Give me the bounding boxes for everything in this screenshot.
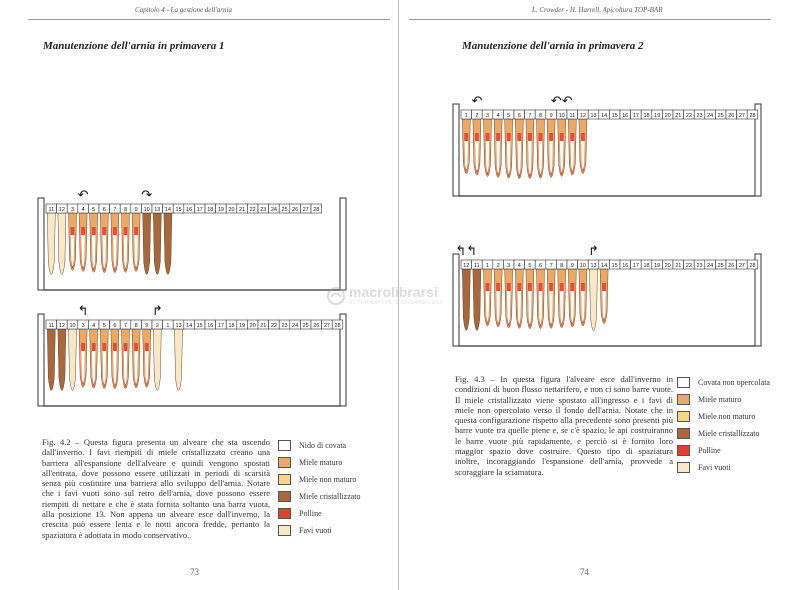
page-title: Manutenzione dell'arnia in primavera 1	[43, 40, 225, 52]
comb-empty	[590, 269, 598, 331]
bar-number: 19	[217, 207, 224, 213]
bar-number: 7	[528, 113, 532, 119]
bar-number: 21	[675, 263, 682, 269]
bar-number: 9	[570, 263, 574, 269]
bar-number: 26	[728, 263, 735, 269]
comb-empty	[69, 329, 77, 391]
legend	[677, 377, 792, 477]
bar-number: 13	[590, 263, 597, 269]
bar-number: 19	[654, 263, 661, 269]
comb-empty	[153, 329, 161, 391]
bar-number: 4	[81, 207, 85, 213]
comb-brood	[526, 119, 534, 179]
bar-number: 13	[590, 113, 597, 119]
bar-number: 18	[643, 263, 650, 269]
bar-number: 22	[249, 207, 256, 213]
comb-cryst	[47, 329, 55, 391]
bar-number: 3	[81, 323, 85, 329]
bar-number: 8	[560, 263, 564, 269]
bar-number: 26	[313, 323, 320, 329]
move-arrow-icon: ↷	[141, 188, 153, 203]
comb-brood	[515, 119, 523, 179]
bar-number: 28	[749, 113, 756, 119]
bar-number: 20	[249, 323, 256, 329]
bar-number: 6	[517, 113, 521, 119]
figure-caption: Fig. 4.2 – Questa figura presenta un alveare che sta uscendo dall'inverno. I favi riempiti di miele cristallizzato creano una barriera all'espansione dell'alveare e quindi vengono spostati all'entrata, dove possono essere utilizzati in periodi di scarsità senza più costituire una barriera allo sviluppo dell'arnia. Notare che i favi vuoti sono sul retro dell'arnia, dove possono essere riempiti di nettare e che è stata fornita soltanto una barra vuota, alla posizione 13. Non appena un alveare esce dall'inverno, la crescita può essere lenta e le notti ancora fredde, pertanto la spaziatura è adottata in modo conservativo.	[42, 437, 270, 540]
bar-number: 14	[601, 263, 608, 269]
legend-swatch	[677, 394, 690, 405]
comb-empty	[58, 213, 66, 275]
comb-brood	[79, 213, 87, 272]
bar-number: 3	[507, 263, 511, 269]
bar-number: 25	[717, 113, 724, 119]
comb-brood	[79, 329, 87, 387]
bar-number: 2	[475, 113, 479, 119]
bar-number: 20	[228, 207, 235, 213]
comb-cryst	[153, 213, 161, 275]
bar-number: 8	[134, 323, 138, 329]
legend-label: Nido di covata	[299, 441, 347, 450]
bar-number: 27	[302, 207, 309, 213]
bar-number: 24	[292, 323, 299, 329]
bar-number: 24	[707, 263, 714, 269]
legend-label: Miele non maturo	[299, 475, 357, 484]
legend-swatch	[677, 445, 690, 456]
bar-number: 16	[622, 113, 629, 119]
legend-swatch	[278, 474, 291, 485]
comb-brood	[111, 213, 119, 273]
comb-brood	[111, 329, 119, 389]
watermark-text: macrolibrarsi	[349, 284, 438, 300]
bar-number: 23	[281, 323, 288, 329]
comb-brood	[69, 213, 77, 270]
bar-number: 28	[334, 323, 341, 329]
bar-number: 4	[517, 263, 521, 269]
bar-number: 20	[664, 263, 671, 269]
hive-wall-right	[340, 198, 346, 290]
bar-number: 18	[207, 207, 214, 213]
move-arrow-icon: ↶	[471, 94, 483, 109]
bar-number: 7	[549, 263, 553, 269]
figure-caption: Fig. 4.3 – In questa figura l'alveare esce dall'inverno in condizioni di buon flusso nettarifero, e non ci sono barre vuote. Il miele cristallizzato viene spostato all'ingresso e i favi di miele non opercolato verso il fondo dell'arnia. Notate che in questa configurazione rispetto alla precedente sono presenti più barre vuote tra quelle piene e, se c'è spazio, le api costruiranno le barre vuote più rapidamente, e perciò si è fornito loro maggior spazio dove costruire. Questo tipo di spaziatura inoltre, incoraggiando l'espansione dell'arnia, provvede a scoraggiare la sciamatura.	[455, 374, 673, 477]
legend-swatch	[278, 457, 291, 468]
comb-brood	[484, 119, 492, 176]
comb-brood	[515, 269, 523, 328]
move-arrow-icon: ↰	[77, 304, 89, 319]
bar-number: 11	[48, 323, 55, 329]
bar-number: 5	[528, 263, 532, 269]
bar-number: 27	[738, 263, 745, 269]
comb-brood	[90, 213, 98, 272]
comb-cryst	[143, 213, 151, 275]
bar-number: 17	[632, 263, 639, 269]
comb-brood	[100, 213, 108, 273]
bar-number: 6	[538, 263, 543, 269]
comb-brood	[547, 269, 555, 328]
hive-diagram-bottom	[36, 298, 348, 410]
comb-brood	[122, 213, 130, 272]
bar-number: 18	[643, 113, 650, 119]
comb-brood	[90, 329, 98, 388]
bar-number: 8	[123, 207, 128, 213]
bar-number: 8	[538, 113, 543, 119]
bar-number: 11	[474, 263, 480, 269]
bar-number: 3	[485, 113, 490, 119]
page-title: Manutenzione dell'arnia in primavera 2	[462, 40, 644, 52]
bar-number: 16	[207, 323, 214, 329]
legend-swatch	[278, 508, 291, 519]
comb-brood	[558, 119, 566, 176]
comb-brood	[473, 119, 481, 175]
bar-number: 1	[166, 323, 170, 329]
legend-swatch	[677, 411, 690, 422]
bar-number: 1	[464, 113, 468, 119]
running-head: Capitolo 4 - La gestione dell'arnia	[135, 6, 232, 14]
comb-empty	[47, 213, 55, 275]
move-arrow-icon: ↱	[151, 304, 163, 319]
move-arrow-icon: ↱	[588, 244, 599, 259]
bar-number: 9	[134, 207, 138, 213]
bar-number: 22	[270, 323, 277, 329]
comb-cryst	[58, 329, 66, 391]
comb-brood	[579, 119, 587, 174]
bar-number: 9	[145, 323, 149, 329]
comb-brood	[494, 119, 502, 178]
bar-number: 5	[507, 113, 511, 119]
comb-brood	[526, 269, 534, 329]
bar-number: 28	[749, 263, 756, 269]
hive-diagram-bottom	[451, 238, 763, 350]
bar-number: 11	[569, 113, 576, 119]
comb-brood	[505, 269, 513, 328]
bar-number: 10	[143, 207, 150, 213]
comb-brood	[537, 119, 545, 178]
legend-label: Miele maturo	[299, 458, 343, 467]
legend-label: Favi vuoti	[698, 463, 731, 472]
legend-label: Covata non opercolata	[698, 378, 770, 387]
bar-number: 13	[175, 323, 182, 329]
bar-number: 24	[270, 207, 277, 213]
bar-number: 11	[48, 207, 55, 213]
bar-number: 5	[102, 323, 106, 329]
comb-brood	[462, 119, 470, 174]
bar-number: 13	[154, 207, 161, 213]
legend-label: Polline	[698, 446, 721, 455]
bar-number: 27	[323, 323, 330, 329]
bar-number: 9	[549, 113, 553, 119]
bar-number: 21	[239, 207, 246, 213]
comb-brood	[568, 269, 576, 327]
comb-brood	[579, 269, 587, 326]
bar-number: 14	[186, 323, 193, 329]
bar-number: 21	[675, 113, 682, 119]
bar-number: 14	[164, 207, 171, 213]
legend-swatch	[677, 428, 690, 439]
hive-diagram-top	[451, 88, 763, 200]
bar-number: 25	[281, 207, 288, 213]
bar-number: 20	[664, 113, 671, 119]
hive-wall-left	[38, 198, 44, 290]
comb-brood	[558, 269, 566, 328]
comb-empty	[175, 329, 183, 391]
bar-number: 28	[313, 207, 320, 213]
watermark-logo-icon	[326, 286, 346, 306]
move-arrow-icon: ↶↶	[550, 94, 573, 109]
bar-number: 15	[175, 207, 182, 213]
comb-brood	[132, 213, 140, 272]
bar-number: 4	[496, 113, 500, 119]
comb-brood	[484, 269, 492, 326]
bar-number: 16	[622, 263, 629, 269]
legend-swatch	[278, 525, 291, 536]
legend-label: Miele non maturo	[698, 412, 756, 421]
bar-number: 18	[228, 323, 235, 329]
header-rule	[409, 19, 771, 20]
page-number: 73	[190, 567, 199, 577]
bar-number: 22	[685, 263, 692, 269]
hive-wall-left	[38, 314, 44, 406]
bar-number: 26	[292, 207, 299, 213]
bar-number: 24	[707, 113, 714, 119]
legend-swatch	[278, 491, 291, 502]
comb-brood	[568, 119, 576, 175]
legend-label: Miele maturo	[698, 395, 742, 404]
comb-brood	[132, 329, 140, 388]
bar-number: 10	[69, 323, 76, 329]
bar-number: 14	[601, 113, 608, 119]
move-arrow-icon: ↰↰	[455, 244, 478, 259]
legend-label: Polline	[299, 509, 322, 518]
bar-number: 16	[186, 207, 193, 213]
bar-number: 2	[155, 323, 159, 329]
bar-number: 15	[196, 323, 203, 329]
bar-number: 1	[485, 263, 490, 269]
bar-number: 27	[738, 113, 745, 119]
legend-swatch	[677, 377, 690, 388]
bar-number: 23	[260, 207, 267, 213]
bar-number: 23	[696, 113, 703, 119]
comb-brood	[537, 269, 545, 329]
legend-label: Miele cristallizzato	[299, 492, 361, 501]
running-head: L. Crowder - H. Harrell, Apicoltura TOP-BAR	[532, 6, 663, 14]
bar-number: 19	[239, 323, 246, 329]
bar-number: 23	[696, 263, 703, 269]
comb-brood	[505, 119, 513, 178]
bar-number: 15	[611, 113, 618, 119]
bar-number: 12	[463, 263, 470, 269]
bar-number: 22	[685, 113, 692, 119]
header-rule	[28, 19, 390, 20]
comb-brood	[100, 329, 108, 389]
bar-number: 7	[123, 323, 128, 329]
hive-wall-left	[453, 104, 459, 196]
legend-swatch	[278, 440, 291, 451]
watermark-subtitle: ALTERNATIVE CONSAPEVOLI	[349, 300, 443, 306]
bar-number: 19	[654, 113, 661, 119]
bar-number: 10	[558, 113, 565, 119]
watermark	[326, 284, 476, 308]
comb-brood	[494, 269, 502, 327]
bar-number: 10	[579, 263, 586, 269]
bar-number: 7	[113, 207, 117, 213]
bar-number: 3	[70, 207, 75, 213]
bar-number: 12	[58, 323, 65, 329]
bar-number: 21	[260, 323, 267, 329]
bar-number: 17	[632, 113, 639, 119]
bar-number: 26	[728, 113, 735, 119]
comb-cryst	[164, 213, 172, 275]
move-arrow-icon: ↶	[77, 188, 89, 203]
comb-brood	[143, 329, 151, 387]
legend-label: Favi vuoti	[299, 526, 332, 535]
bar-number: 17	[217, 323, 224, 329]
comb-brood	[600, 269, 608, 324]
bar-number: 25	[717, 263, 724, 269]
bar-number: 17	[196, 207, 203, 213]
bar-number: 12	[58, 207, 65, 213]
bar-number: 25	[302, 323, 309, 329]
bar-number: 12	[579, 113, 586, 119]
legend-swatch	[677, 462, 690, 473]
bar-number: 4	[92, 323, 96, 329]
comb-brood	[547, 119, 555, 178]
bar-number: 15	[611, 263, 618, 269]
bar-number: 6	[113, 323, 117, 329]
bar-number: 5	[92, 207, 96, 213]
bar-number: 2	[496, 263, 500, 269]
page-number: 74	[580, 567, 589, 577]
hive-diagram-top	[36, 182, 348, 294]
bar-number: 6	[102, 207, 106, 213]
legend	[278, 440, 388, 540]
comb-brood	[122, 329, 130, 389]
legend-label: Miele cristallizzato	[698, 429, 760, 438]
